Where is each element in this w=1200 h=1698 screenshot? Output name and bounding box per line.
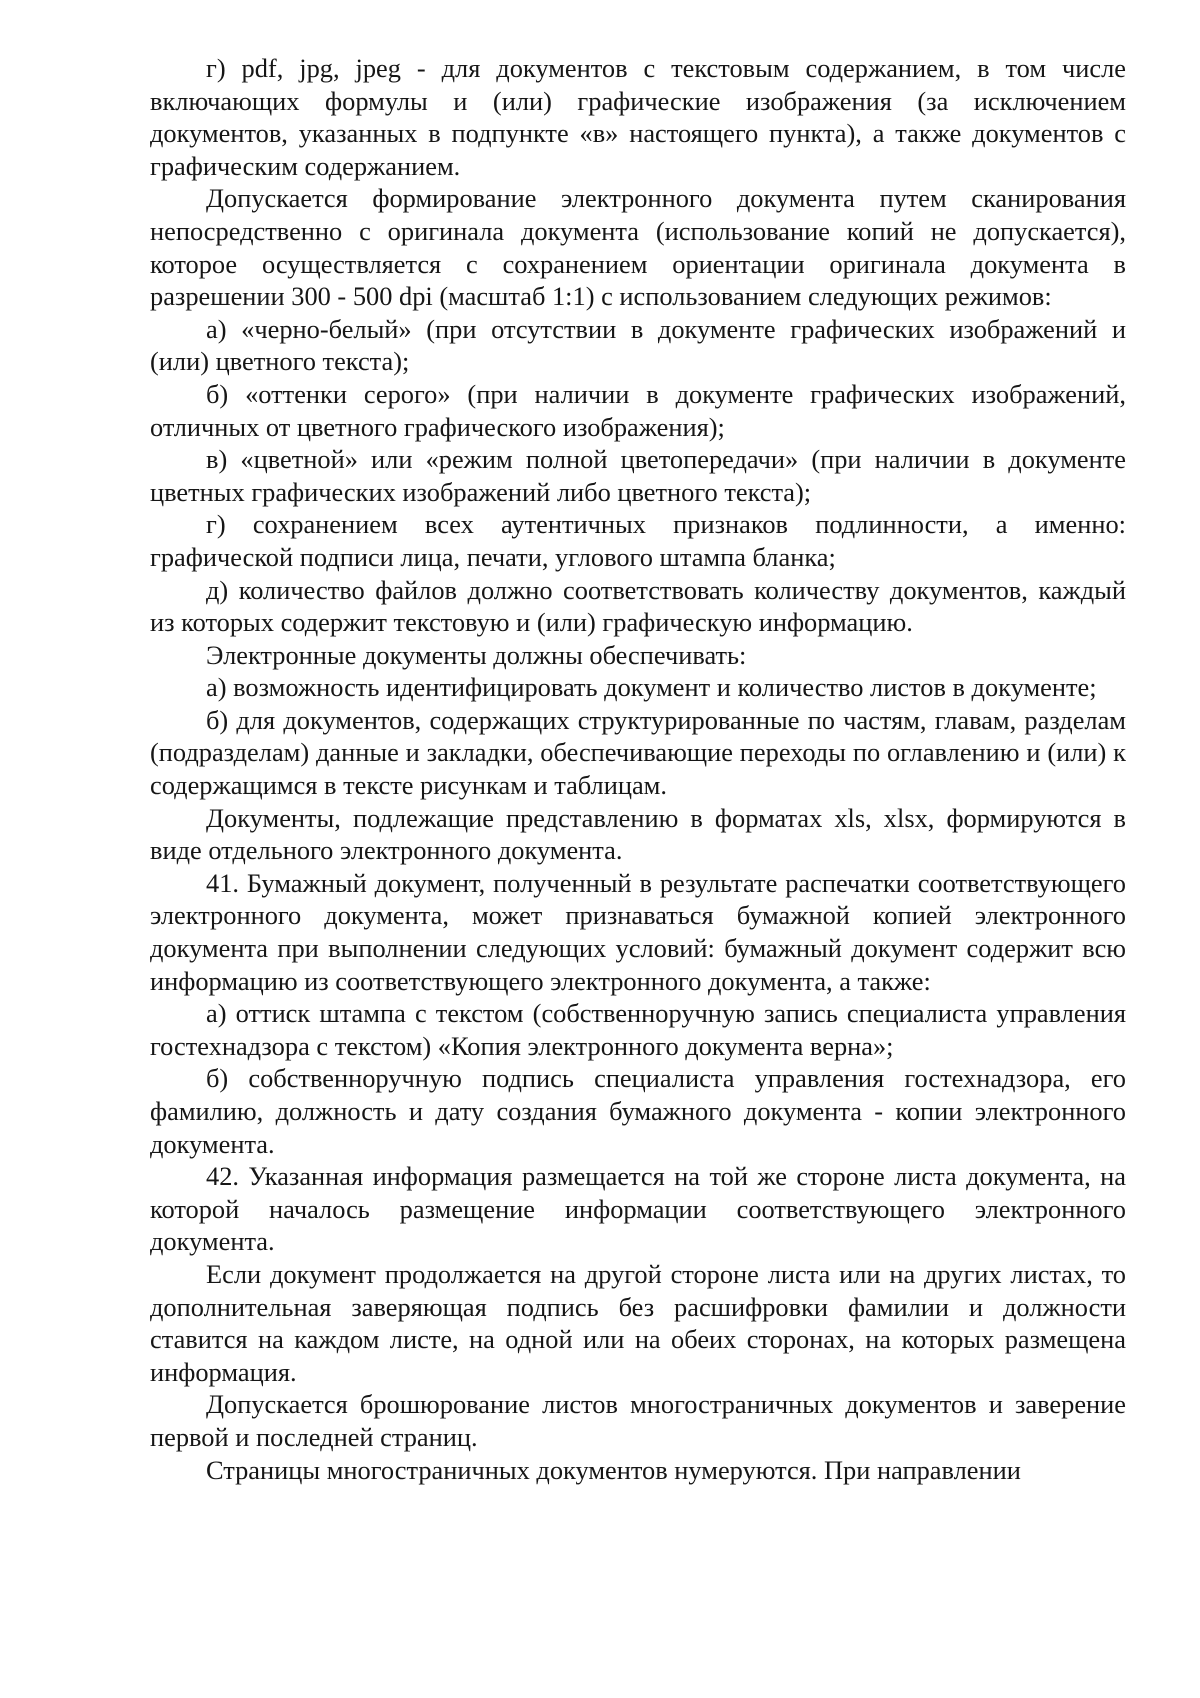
document-page	[150, 52, 1126, 1486]
paragraph-requirements-intro: Электронные документы должны обеспечивать:	[206, 639, 747, 670]
paragraph-continuation: Если документ продолжается на другой стороне листа или на других листах, то дополнительная заверяющая подпись без расшифровки фамилии и должности ставится на каждом листе, на одной или на обеих сторонах, на которых размещена информация.	[150, 1258, 1126, 1387]
paragraph-mode-b: б) «оттенки серого» (при наличии в документе графических изображений, отличных от цветного графического изображения);	[150, 378, 1126, 442]
paragraph-item-41-a: а) оттиск штампа с текстом (собственноручную запись специалиста управления гостехнадзора с текстом) «Копия электронного документа верна»;	[150, 998, 1126, 1061]
paragraph-xls-formats: Документы, подлежащие представлению в форматах xls, xlsx, формируются в виде отдельного электронного документа.	[150, 802, 1126, 866]
paragraph-requirement-a: а) возможность идентифицировать документ и количество листов в документе;	[206, 672, 1097, 703]
paragraph-mode-a: а) «черно-белый» (при отсутствии в документе графических изображений и (или) цветного текста);	[150, 313, 1126, 377]
paragraph-scanning: Допускается формирование электронного документа путем сканирования непосредственно с оригинала документа (использование копий не допускается), которое осуществляется с сохранением ориентации оригинала документа в разрешении 300 - 500 dpi (масштаб 1:1) с использованием следующих режимов:	[150, 183, 1126, 312]
paragraph-mode-g: г) сохранением всех аутентичных признаков подлинности, а именно: графической подписи лица, печати, углового штампа бланка;	[150, 509, 1126, 572]
paragraph-binding: Допускается брошюрование листов многостраничных документов и заверение первой и последней страниц.	[150, 1389, 1126, 1452]
paragraph-mode-v: в) «цветной» или «режим полной цветопередачи» (при наличии в документе цветных графических изображений либо цветного текста);	[150, 444, 1126, 507]
paragraph-mode-d: д) количество файлов должно соответствовать количеству документов, каждый из которых содержит текстовую и (или) графическую информацию.	[150, 574, 1126, 638]
paragraph-page-numbering: Страницы многостраничных документов нумеруются. При направлении	[206, 1454, 1021, 1485]
paragraph-item-41-b: б) собственноручную подпись специалиста управления гостехнадзора, его фамилию, должность и дату создания бумажного документа - копии электронного документа.	[150, 1063, 1126, 1159]
paragraph-item-42: 42. Указанная информация размещается на той же стороне листа документа, на которой началось размещение информации соответствующего электронного документа.	[150, 1161, 1126, 1257]
paragraph-format-g: г) pdf, jpg, jpeg - для документов с текстовым содержанием, в том числе включающих формулы и (или) графические изображения (за исключением документов, указанных в подпункте «в» настоящего пункта), а также документов с графическим содержанием.	[150, 53, 1126, 181]
paragraph-item-41: 41. Бумажный документ, полученный в результате распечатки соответствующего электронного документа, может признаваться бумажной копией электронного документа при выполнении следующих условий: бумажный документ содержит всю информацию из соответствующего электронного документа, а также:	[150, 867, 1126, 996]
paragraph-requirement-b: б) для документов, содержащих структурированные по частям, главам, разделам (подразделам) данные и закладки, обеспечивающие переходы по оглавлению и (или) к содержащимся в тексте рисункам и таблицам.	[150, 704, 1126, 801]
